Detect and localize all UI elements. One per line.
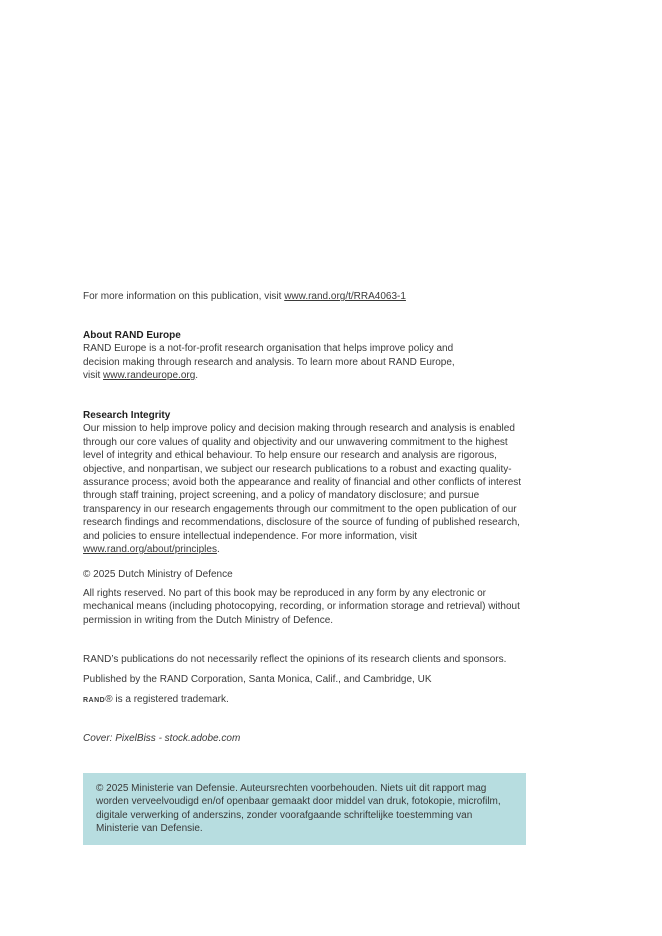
trademark-line xyxy=(83,693,531,707)
publication-link[interactable]: www.rand.org/t/RRA4063-1 xyxy=(284,291,406,302)
published-by: Published by the RAND Corporation, Santa Monica, Calif., and Cambridge, UK xyxy=(83,674,432,685)
rand-wordmark: RAND xyxy=(83,697,106,704)
randeurope-link[interactable]: www.randeurope.org xyxy=(103,370,196,382)
integrity-heading: Research Integrity xyxy=(83,410,171,421)
cover-credit: Cover: PixelBiss - stock.adobe.com xyxy=(83,733,241,744)
info-line-text: For more information on this publication, visit xyxy=(83,291,285,302)
about-heading: About RAND Europe xyxy=(83,330,181,341)
about-end: . xyxy=(195,370,199,382)
integrity-end: . xyxy=(216,544,220,556)
dutch-notice-text: © 2025 Ministerie van Defensie. Auteursrechten voorbehouden. Niets uit dit rapport mag worden verveelvoudigd en/of openbaar gemaakt door middel van druk, fotokopie, microfilm, digitale verwerking of anderszins, zonder voorafgaande schriftelijke toestemming van Ministerie van Defensie. xyxy=(96,783,501,835)
integrity-body: Our mission to help improve policy and decision making through research and analysis is enabled through our core values of quality and objectivity and our unwavering commitment to the highest level of integrity and ethical behaviour. To help ensure our research and analysis are rigorous, objective, and nonpartisan, we subject our research publications to a robust and exacting quality-assurance process; avoid both the appearance and reality of financial and other conflicts of interest through staff training, project screening, and a policy of mandatory disclosure; and pursue transparency in our research engagements through our commitment to the open publication of our research findings and recommendations, disclosure of the source of funding of published research, and policies to ensure intellectual independence. For more information, visit xyxy=(83,423,522,542)
dutch-copyright-notice xyxy=(83,773,526,845)
info-line xyxy=(83,290,531,303)
disclaimer: RAND’s publications do not necessarily reflect the opinions of its research clients and sponsors. xyxy=(83,654,507,665)
trademark-text: ® is a registered trademark. xyxy=(105,694,229,705)
rights-statement: All rights reserved. No part of this book may be reproduced in any form by any electronic or mechanical means (including photocopying, recording, or information storage and retrieval) without permission in writing from the Dutch Ministry of Defence. xyxy=(83,588,520,626)
integrity-section xyxy=(83,409,530,556)
copyright-line: © 2025 Dutch Ministry of Defence xyxy=(83,569,233,580)
about-body: RAND Europe is a not-for-profit research organisation that helps improve policy and decision making through research and analysis. To learn more about RAND Europe, visit xyxy=(83,343,455,382)
about-section xyxy=(83,329,473,383)
principles-link[interactable]: www.rand.org/about/principles xyxy=(83,544,217,556)
